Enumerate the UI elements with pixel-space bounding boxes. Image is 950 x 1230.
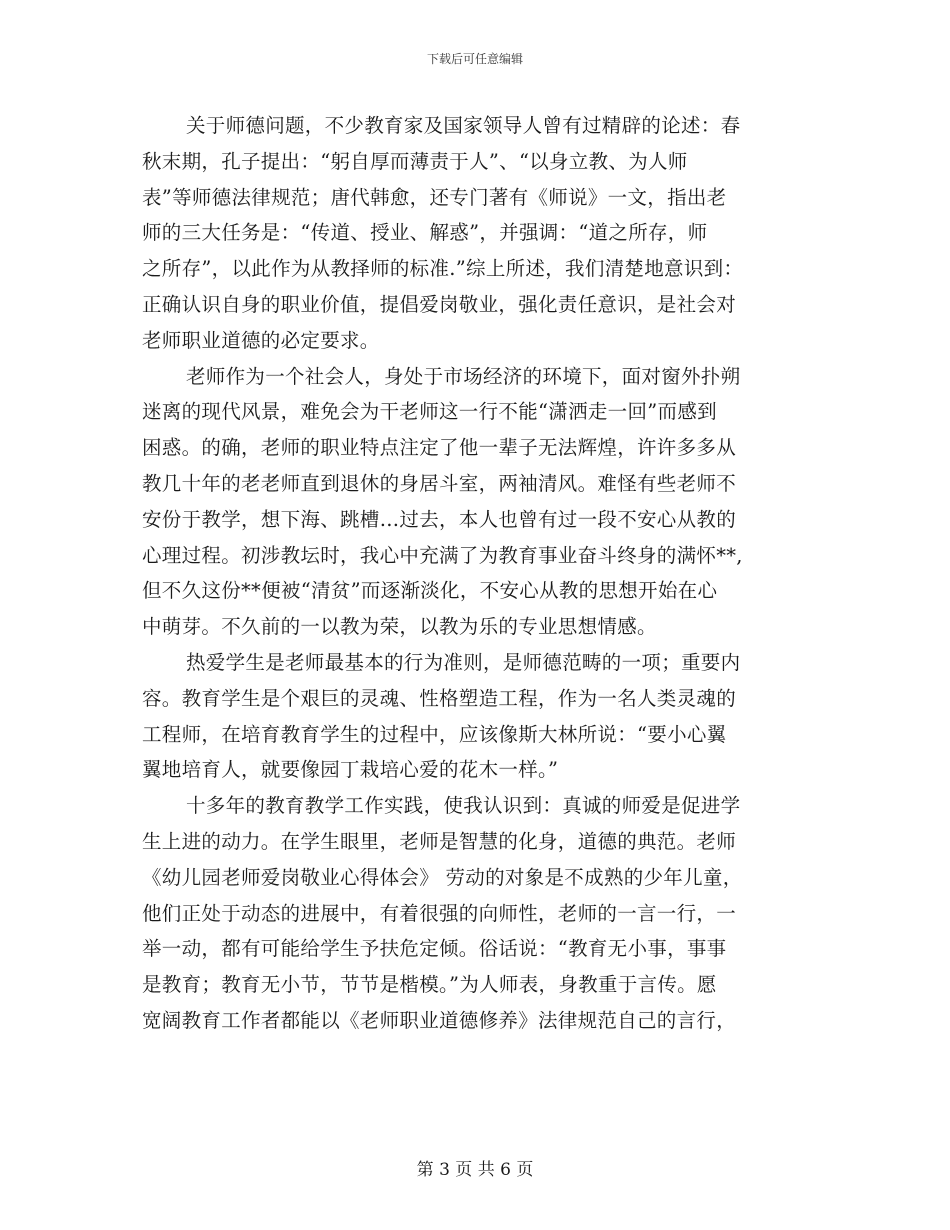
text-line: 迷离的现代风景，难免会为干老师这一行不能“潇洒走一回”而感到 (142, 400, 717, 424)
text-line: 是教育；教育无小节，节节是楷模。”为人师表，身教重于言传。愿 (142, 973, 717, 997)
text-line: 教几十年的老老师直到退休的身居斗室，两袖清风。难怪有些老师不 (142, 471, 737, 495)
text-line: 容。教育学生是个艰巨的灵魂、性格塑造工程，作为一名人类灵魂的 (142, 686, 737, 710)
text-line: 师的三大任务是：“传道、授业、解惑”，并强调：“道之所存，师 (142, 221, 708, 245)
text-line: 困惑。的确，老师的职业特点注定了他一辈子无法辉煌，许许多多从 (142, 436, 737, 460)
text-line: 安份于教学，想下海、跳槽…过去，本人也曾有过一段不安心从教的 (142, 507, 737, 531)
text-line: 老师职业道德的必定要求。 (142, 328, 380, 352)
text-line: 心理过程。初涉教坛时，我心中充满了为教育事业奋斗终身的满怀**, (142, 543, 743, 567)
paragraph (142, 645, 810, 788)
text-line: 工程师，在培育教育学生的过程中，应该像斯大林所说：“要小心翼 (142, 722, 727, 746)
text-line: 翼地培育人，就要像园丁栽培心爱的花木一样。” (142, 758, 559, 782)
text-line: 正确认识自身的职业价值，提倡爱岗敬业，强化责任意识，是社会对 (142, 292, 737, 316)
text-line: 《幼儿园老师爱岗敬业心得体会》 劳动的对象是不成熟的少年儿童， (142, 865, 743, 889)
paragraph (142, 788, 810, 1039)
text-line: 之所存”，以此作为从教择师的标准.”综上所述，我们清楚地意识到： (142, 257, 744, 281)
text-line: 宽阔教育工作者都能以《老师职业道德修养》法律规范自己的言行， (142, 1008, 737, 1032)
text-line: 中萌芽。不久前的一以教为荣，以教为乐的专业思想情感。 (142, 615, 657, 639)
text-line: 老师作为一个社会人，身处于市场经济的环境下，面对窗外扑朔 (186, 364, 741, 388)
paragraph (142, 108, 810, 359)
text-line: 热爱学生是老师最基本的行为准则，是师德范畴的一项；重要内 (186, 650, 741, 674)
paragraph (142, 359, 810, 645)
document-body (142, 108, 810, 1039)
text-line: 但不久这份**便被“清贫”而逐渐淡化，不安心从教的思想开始在心 (142, 579, 718, 603)
text-line: 生上进的动力。在学生眼里，老师是智慧的化身，道德的典范。老师 (142, 829, 737, 853)
text-line: 举一动，都有可能给学生予扶危定倾。俗话说：“教育无小事，事事 (142, 937, 727, 961)
page-header: 下载后可任意编辑 (426, 52, 523, 66)
text-line: 秋末期，孔子提出：“躬自厚而薄责于人”、“以身立教、为人师 (142, 149, 688, 173)
text-line: 十多年的教育教学工作实践，使我认识到：真诚的师爱是促进学 (186, 794, 741, 818)
page-number-footer: 第 3 页 共 6 页 (416, 1160, 534, 1180)
text-line: 他们正处于动态的进展中，有着很强的向师性，老师的一言一行，一 (142, 901, 737, 925)
text-line: 关于师德问题，不少教育家及国家领导人曾有过精辟的论述：春 (186, 114, 741, 137)
text-line: 表”等师德法律规范；唐代韩愈，还专门著有《师说》一文，指出老 (142, 185, 727, 209)
